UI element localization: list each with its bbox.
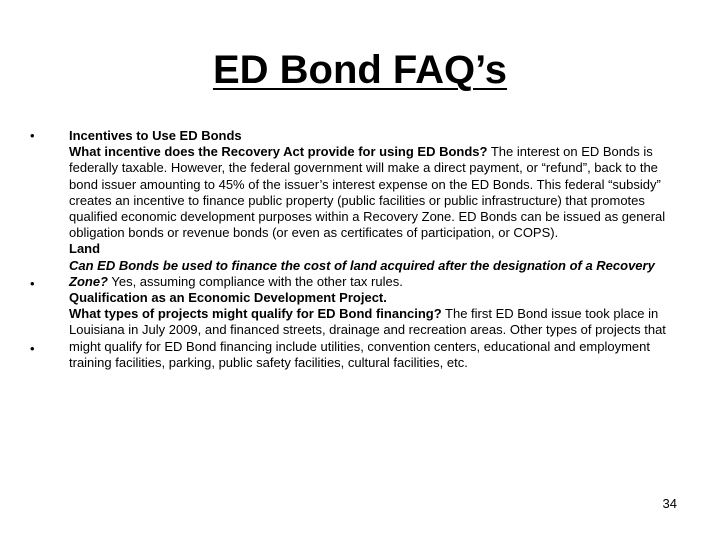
faq-body [69,258,684,290]
faq-item-qualification [69,290,684,371]
bullet-marker: • [30,341,35,356]
faq-question: Can ED Bonds be used to finance the cost of land acquired after the designation of a Recovery Zone? [69,257,655,289]
faq-body [69,306,684,371]
faq-heading: Qualification as an Economic Development Project. [69,290,387,306]
faq-item-land [69,241,684,290]
faq-heading: Incentives to Use ED Bonds [69,128,242,143]
faq-answer: The first ED Bond issue took place in Louisiana in July 2009, and financed streets, drainage and recreation areas. Other types of projects that might qualify for ED Bond financing include utilities, convention centers, educational and employment training facilities, parking, public safety facilities, cultural facilities, etc. [69,306,666,370]
faq-answer: The interest on ED Bonds is federally taxable. However, the federal government will make a direct payment, or “refund”, back to the bond issuer amounting to 45% of the issuer’s interest expense on the ED Bonds. This federal “subsidy” creates an incentive to finance public property (public facilities or public infrastructure) that promotes qualified economic development purposes within a Recovery Zone. ED Bonds can be issued as general obligation bonds or revenue bonds (or even as certificates of participation, or COPS). [69,144,666,241]
faq-item-incentives [69,128,684,241]
faq-body [69,144,684,241]
slide-title: ED Bond FAQ’s [212,48,508,92]
faq-list [69,128,684,371]
faq-question: What types of projects might qualify for ED Bond financing? [69,306,442,322]
faq-question: What incentive does the Recovery Act provide for using ED Bonds? [69,144,488,160]
bullet-marker: • [30,128,35,143]
faq-answer: Yes, assuming compliance with the other tax rules. [108,273,403,289]
bullet-marker: • [30,276,35,291]
page-number: 34 [662,496,677,511]
faq-heading: Land [69,241,101,257]
